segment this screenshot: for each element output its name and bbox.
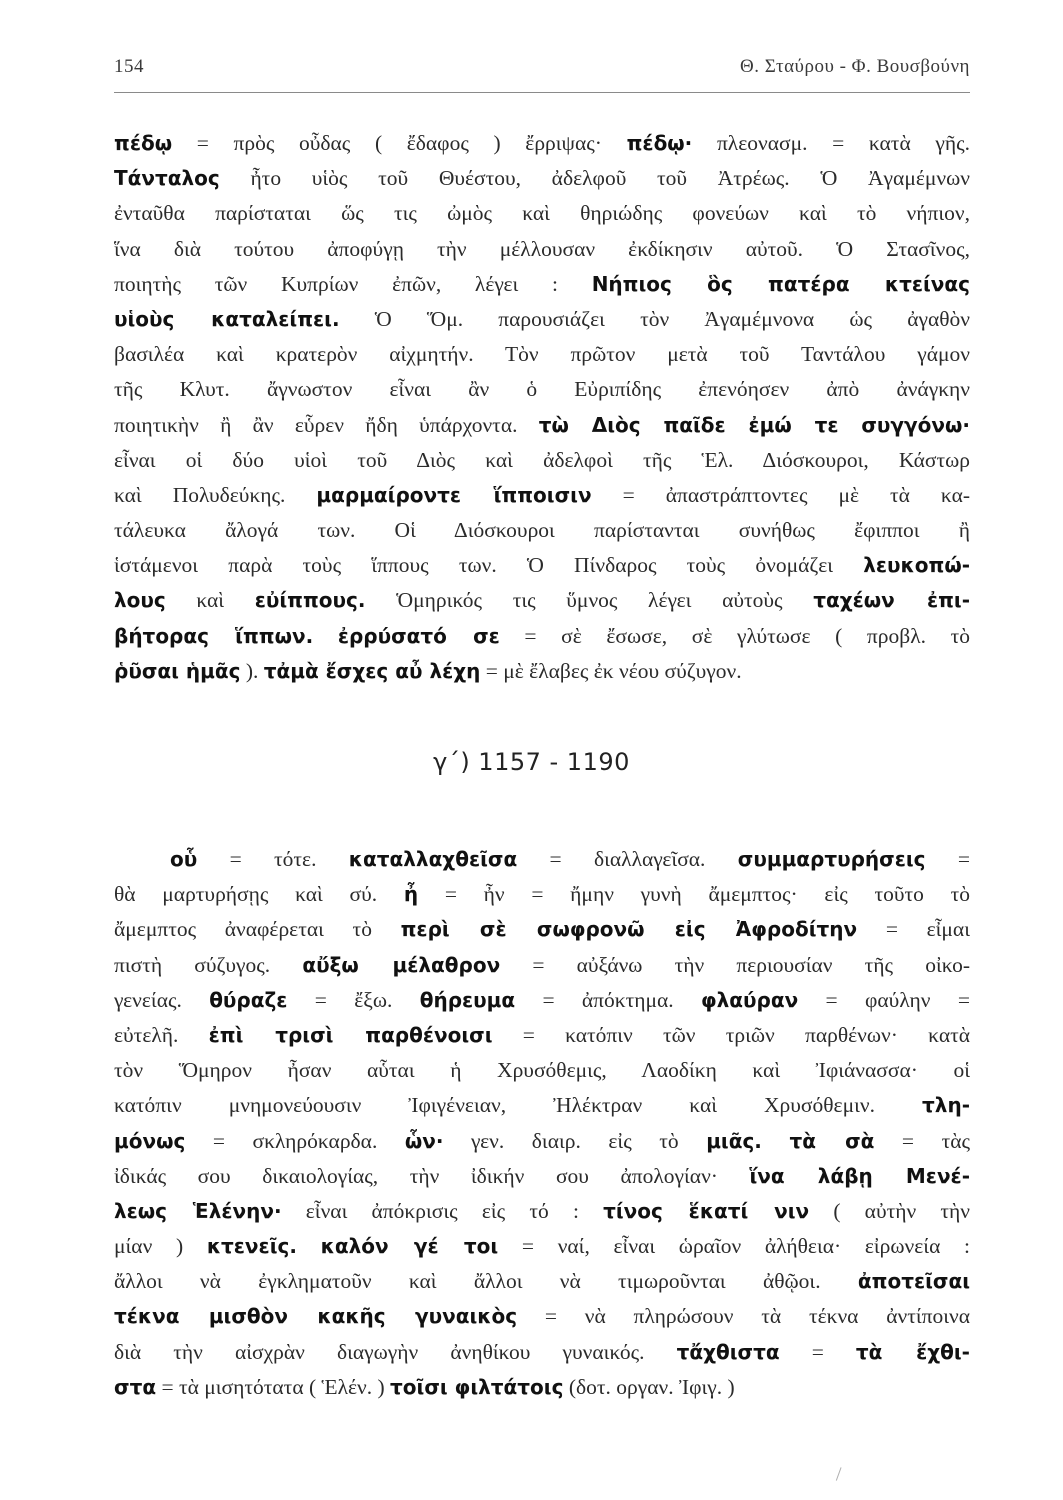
gloss-text: = πρὸς οὖδας ( ἔδαφος ) ἔρριψας· [172,131,627,155]
lemma-term: τίνος ἕκατί νιν [603,1198,810,1223]
gloss-text: = σὲ ἔσωσε, σὲ γλύτωσε ( προβλ. τὸ [499,623,970,648]
gloss-text: εἶναι οἱ δύο υἱοὶ τοῦ Διὸς καὶ ἀδελφοὶ τῆς Ἑλ. Διόσκουροι, Κάστωρ [114,447,970,472]
lemma-term: περὶ σὲ σωφρονῶ εἰς Ἀφροδίτην [400,917,858,942]
text-line [114,1088,970,1123]
gloss-text: τῆς Κλυτ. ἄγνωστον εἶναι ἂν ὁ Εὐριπίδης ἐπενόησεν ἀπὸ ἀνάγκην [114,377,970,402]
text-line [114,302,970,337]
gloss-text: = ναί, εἶναι ὡραῖον ἀλήθεια· εἰρωνεία : [498,1234,970,1259]
gloss-text: ποιητὴς τῶν Κυπρίων ἐπῶν, λέγει : [114,271,592,296]
gloss-text: ( αὐτὴν τὴν [809,1198,970,1223]
lemma-term: ἵνα λάβῃ Μενέ- [749,1163,970,1188]
gloss-text: = τὰ μισητότατα ( Ἑλέν. ) [156,1374,391,1399]
gloss-text: = ἔξω. [287,987,420,1012]
gloss-text: ). [240,658,264,683]
lemma-term: λευκοπώ- [863,553,970,578]
text-line [114,842,970,877]
gloss-text: ἰδικάς σου δικαιολογίας, τὴν ἰδικήν σου ἀπολογίαν· [114,1163,750,1188]
lemma-term: μιᾶς. [706,1128,762,1153]
lemma-term: τὰ ἔχθι- [855,1339,970,1364]
page-number: 154 [114,56,144,77]
text-line [114,1159,970,1194]
text-line [114,1370,970,1405]
gloss-text: εὐτελῆ. [114,1022,209,1047]
lemma-term: μόνως [114,1128,186,1153]
gloss-text: εἶναι ἀπόκρισις εἰς τό : [281,1198,604,1223]
gloss-text: κατόπιν μνημονεύουσιν Ἰφιγένειαν, Ἠλέκτραν καὶ Χρυσόθεμιν. [114,1093,923,1118]
lemma-term: κτενεῖς. [206,1234,297,1259]
lemma-term: ἦ [403,882,419,907]
gloss-text: διὰ τὴν αἰσχρὰν διαγωγὴν ἀνηθίκου γυναικός. [114,1339,677,1364]
gloss-text: τάλευκα ἄλογά των. Οἱ Διόσκουροι παρίστανται συνήθως ἔφιπποι ἢ [114,518,970,543]
text-line [114,1335,970,1370]
lemma-term: τοῖσι φιλτάτοις [390,1374,564,1399]
text-line [114,267,970,302]
lemma-term: λους [114,588,166,613]
text-line [114,232,970,267]
gloss-text: ἦτο υἱὸς τοῦ Θυέστου, ἀδελφοῦ τοῦ Ἀτρέως. Ὁ Ἀγαμέμνων [219,166,970,191]
gloss-text: (δοτ. οργαν. Ἰφιγ. ) [563,1374,735,1399]
gloss-text: = κατόπιν τῶν τριῶν παρθένων· κατὰ [492,1022,970,1047]
gloss-text: = τὰς [874,1128,971,1153]
text-line [114,912,970,947]
gloss-text: = ἀπαστράπτοντες μὲ τὰ κα- [591,482,970,507]
lemma-term: τἀμὰ ἔσχες αὖ λέχη [263,658,481,683]
gloss-text: ἵνα διὰ τούτου ἀποφύγῃ τὴν μέλλουσαν ἐκδίκησιν αὐτοῦ. Ὁ Στασῖνος, [114,236,970,261]
lemma-term: θήρευμα [419,987,516,1012]
lemma-term: πέδῳ· [626,131,693,155]
text-line [114,337,970,372]
lemma-term: ὧν· [404,1128,444,1153]
gloss-text [297,1234,321,1258]
text-line [114,372,970,407]
lemma-term: τὰ σὰ [789,1128,875,1153]
gloss-text: καὶ Πολυδεύκης. [114,482,317,507]
gloss-text: ἱστάμενοι παρὰ τοὺς ἵππους των. Ὁ Πίνδαρος τοὺς ὀνομάζει [114,553,864,578]
gloss-text: ἄμεμπτος ἀναφέρεται τὸ [114,917,401,942]
running-header [114,56,970,88]
gloss-text: = ἦν = ἤμην γυνὴ ἄμεμπτος· εἰς τοῦτο τὸ [418,882,971,907]
lemma-term: θύραζε [209,987,288,1012]
gloss-text: γενείας. [114,987,210,1012]
lemma-term: υἱοὺς καταλείπει. [114,306,340,331]
lemma-term: καταλλαχθεῖσα [348,847,518,871]
lemma-term: μαρμαίροντε ἵπποισιν [316,482,592,507]
gloss-text: = νὰ πληρώσουν τὰ τέκνα ἀντίποινα [517,1304,970,1329]
lemma-term: στα [114,1374,157,1399]
lemma-term: Τάνταλος [114,166,220,191]
gloss-text: = διαλλαγεῖσα. [517,847,738,871]
section-heading: γ΄) 1157 - 1190 [433,748,630,776]
text-line [114,619,970,654]
text-line [114,1018,970,1053]
text-line [114,1264,970,1299]
gloss-text: πιστὴ σύζυγος. [114,952,303,977]
gloss-text: ἄλλοι νὰ ἐγκληματοῦν καὶ ἄλλοι νὰ τιμωροῦνται ἀθῷοι. [114,1269,858,1294]
gloss-text: = [925,847,970,871]
text-line [114,443,970,478]
lemma-term: τὼ Διὸς παῖδε ἐμώ τε συγγόνω· [538,412,971,437]
gloss-text: Ὁ Ὅμ. παρουσιάζει τὸν Ἀγαμέμνονα ὡς ἀγαθὸν [339,306,970,331]
lemma-term: Νήπιος ὃς πατέρα κτείνας [591,271,970,296]
gloss-text: βασιλέα καὶ κρατερὸν αἰχμητήν. Τὸν πρῶτον μετὰ τοῦ Ταντάλου γάμον [114,342,970,367]
lemma-term: ἐπὶ τρισὶ παρθένοισι [208,1022,493,1047]
gloss-text: = ἀπόκτημα. [515,987,701,1012]
gloss-text: τὸν Ὅμηρον ἦσαν αὗται ἡ Χρυσόθεμις, Λαοδίκη καὶ Ἰφιάνασσα· οἱ [114,1058,970,1083]
text-line [114,161,970,196]
lemma-term: ταχέων ἐπι- [813,588,970,613]
gloss-text: = σκληρόκαρδα. [185,1128,405,1153]
text-line [114,1299,970,1334]
text-line [114,196,970,231]
text-line [114,478,970,513]
gloss-text: = τότε. [197,847,349,871]
gloss-text [313,624,338,648]
lemma-term: ἀποτεῖσαι [857,1269,970,1294]
text-line [114,1229,970,1264]
lemma-term: βήτορας ἵππων. [114,623,314,648]
text-line [114,1124,970,1159]
text-line [114,654,970,689]
scan-mark [836,1467,847,1483]
text-line [114,1053,970,1088]
header-rule [114,92,970,93]
commentary-block-2 [114,842,970,1405]
gloss-text: ἐνταῦθα παρίσταται ὥς τις ὠμὸς καὶ θηριώδης φονεύων καὶ τὸ νήπιον, [114,201,970,226]
lemma-term: οὗ [170,847,198,871]
text-line [114,126,970,161]
gloss-text: πλεονασμ. = κατὰ γῆς. [692,131,970,155]
gloss-text: ποιητικὴν ἢ ἂν εὗρεν ἤδη ὑπάρχοντα. [114,412,539,437]
lemma-term: καλόν γέ τοι [320,1234,499,1259]
gloss-text: = [779,1339,856,1364]
lemma-term: αὔξω μέλαθρον [302,952,501,977]
gloss-text [762,1129,790,1153]
gloss-text: = αὐξάνω τὴν περιουσίαν τῆς οἰκο- [500,952,971,977]
lemma-term: ἐρρύσατό σε [337,623,500,648]
lemma-term: συμμαρτυρήσεις [737,847,926,871]
text-line [114,513,970,548]
text-line [114,408,970,443]
text-line [114,1194,970,1229]
text-line [114,583,970,618]
text-line [114,983,970,1018]
gloss-text: = φαύλην = [798,987,970,1012]
text-line [114,948,970,983]
running-title: Θ. Σταύρου - Φ. Βουσβούνη [740,56,970,77]
lemma-term: τλη- [922,1093,970,1118]
gloss-text: = εἶμαι [857,917,970,942]
gloss-text: = μὲ ἔλαβες ἐκ νέου σύζυγον. [480,658,742,683]
lemma-term: τέκνα μισθὸν κακῆς γυναικὸς [114,1304,518,1329]
gloss-text: γεν. διαιρ. εἰς τὸ [443,1128,707,1153]
lemma-term: λεως Ἑλένην· [114,1198,282,1223]
lemma-term: ῥῦσαι ἡμᾶς [114,658,241,683]
lemma-term: φλαύραν [700,987,799,1012]
lemma-term: πέδῳ [114,131,173,155]
text-line [114,877,970,912]
commentary-block-1 [114,126,970,689]
gloss-text: Ὁμηρικός τις ὕμνος λέγει αὐτοὺς [365,588,814,613]
lemma-term: εὐίππους. [254,588,366,613]
gloss-text: καὶ [165,588,255,613]
gloss-text: μίαν ) [114,1234,207,1259]
gloss-text: θὰ μαρτυρήσῃς καὶ σύ. [114,882,404,907]
text-line [114,548,970,583]
lemma-term: τἄχθιστα [676,1339,780,1364]
